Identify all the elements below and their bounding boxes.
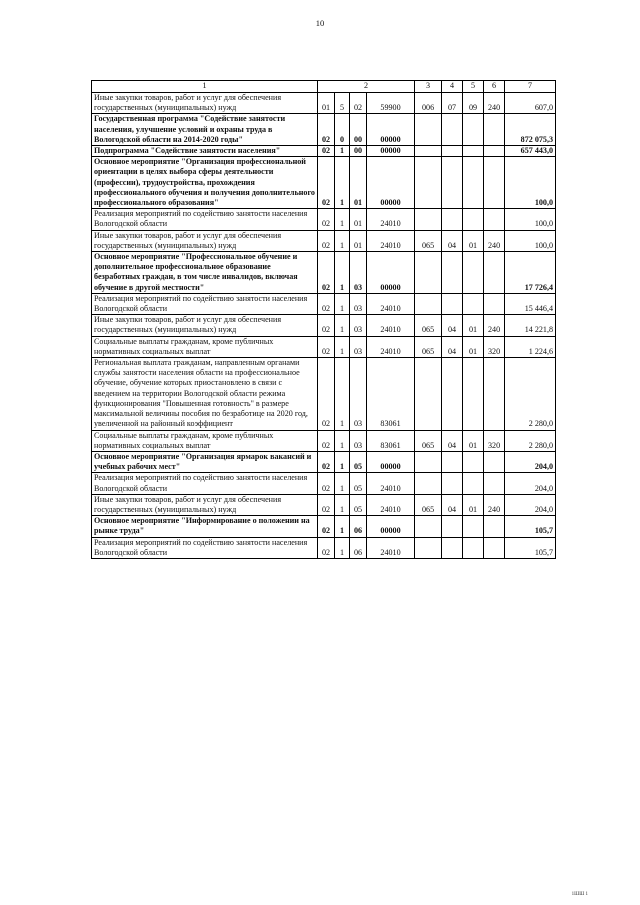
code-direction: 00000 — [367, 146, 415, 157]
code-ministry — [415, 146, 442, 157]
code-measure: 03 — [350, 430, 367, 451]
code-section: 04 — [442, 336, 463, 357]
row-name: Региональная выплата гражданам, направленным органами службы занятости населения области на профессиональное обучение, обучение которых приостановлено в связи с введением на территории Вологодской области режима функционирования "Повышенная готовность" в размере максимальной величины пособия по безработице на 2020 год, увеличенной на районный коэффициент — [92, 358, 318, 430]
code-subsection — [463, 252, 484, 294]
row-sum: 105,7 — [505, 537, 556, 558]
code-ministry: 065 — [415, 336, 442, 357]
code-ministry: 065 — [415, 494, 442, 515]
code-subprogram: 1 — [335, 146, 350, 157]
table-row — [92, 494, 556, 515]
code-expense-type: 320 — [484, 336, 505, 357]
code-measure: 06 — [350, 537, 367, 558]
code-section: 04 — [442, 494, 463, 515]
code-expense-type: 320 — [484, 430, 505, 451]
code-program: 02 — [318, 315, 335, 336]
row-sum: 14 221,8 — [505, 315, 556, 336]
code-ministry: 006 — [415, 93, 442, 114]
code-subprogram: 1 — [335, 516, 350, 537]
row-name: Социальные выплаты гражданам, кроме публичных нормативных социальных выплат — [92, 430, 318, 451]
code-ministry — [415, 473, 442, 494]
code-ministry: 065 — [415, 430, 442, 451]
row-name: Иные закупки товаров, работ и услуг для обеспечения государственных (муниципальных) нужд — [92, 315, 318, 336]
table-row — [92, 430, 556, 451]
row-sum: 17 726,4 — [505, 252, 556, 294]
table-body — [92, 93, 556, 559]
row-sum: 2 280,0 — [505, 430, 556, 451]
code-section — [442, 146, 463, 157]
row-name: Основное мероприятие "Организация ярмарок вакансий и учебных рабочих мест" — [92, 451, 318, 472]
code-program: 02 — [318, 252, 335, 294]
code-direction: 24010 — [367, 315, 415, 336]
code-subsection — [463, 114, 484, 146]
code-ministry — [415, 209, 442, 230]
code-subprogram: 1 — [335, 293, 350, 314]
code-program: 02 — [318, 451, 335, 472]
code-expense-type — [484, 157, 505, 209]
code-direction: 24010 — [367, 494, 415, 515]
header-col-4: 4 — [442, 81, 463, 93]
table-row — [92, 473, 556, 494]
row-name: Реализация мероприятий по содействию занятости населения Вологодской области — [92, 209, 318, 230]
code-ministry: 065 — [415, 230, 442, 251]
code-ministry — [415, 358, 442, 430]
code-subprogram: 1 — [335, 336, 350, 357]
code-expense-type: 240 — [484, 230, 505, 251]
header-col-5: 5 — [463, 81, 484, 93]
code-ministry — [415, 252, 442, 294]
code-measure: 05 — [350, 451, 367, 472]
code-subsection — [463, 537, 484, 558]
code-expense-type — [484, 252, 505, 294]
row-sum: 2 280,0 — [505, 358, 556, 430]
row-sum: 204,0 — [505, 451, 556, 472]
code-expense-type — [484, 516, 505, 537]
code-expense-type — [484, 451, 505, 472]
code-section — [442, 358, 463, 430]
code-subprogram: 1 — [335, 537, 350, 558]
row-name: Основное мероприятие "Организация профессиональной ориентации в целях выбора сферы деятельности (профессии), трудоустройства, прохождения профессионального обучения и получения дополнительного профессионального образования" — [92, 157, 318, 209]
code-ministry — [415, 114, 442, 146]
code-expense-type: 240 — [484, 494, 505, 515]
code-direction: 00000 — [367, 516, 415, 537]
code-expense-type: 240 — [484, 315, 505, 336]
table-row — [92, 252, 556, 294]
header-col-2: 2 — [318, 81, 415, 93]
row-sum: 657 443,0 — [505, 146, 556, 157]
code-subsection — [463, 293, 484, 314]
table-row — [92, 516, 556, 537]
code-subprogram: 0 — [335, 114, 350, 146]
code-subsection: 01 — [463, 336, 484, 357]
code-measure: 03 — [350, 293, 367, 314]
row-sum: 204,0 — [505, 494, 556, 515]
code-section — [442, 516, 463, 537]
code-subsection: 01 — [463, 315, 484, 336]
code-subsection — [463, 451, 484, 472]
header-col-6: 6 — [484, 81, 505, 93]
code-section: 04 — [442, 315, 463, 336]
code-subsection: 01 — [463, 494, 484, 515]
code-expense-type — [484, 537, 505, 558]
row-sum: 204,0 — [505, 473, 556, 494]
code-expense-type — [484, 473, 505, 494]
code-measure: 03 — [350, 315, 367, 336]
page-number: 10 — [315, 18, 325, 28]
code-section: 04 — [442, 230, 463, 251]
code-section — [442, 157, 463, 209]
code-subprogram: 1 — [335, 430, 350, 451]
code-subsection: 09 — [463, 93, 484, 114]
code-subprogram: 1 — [335, 157, 350, 209]
code-program: 02 — [318, 430, 335, 451]
row-sum: 1 224,6 — [505, 336, 556, 357]
row-name: Государственная программа "Содействие занятости населения, улучшение условий и охраны труда в Вологодской области на 2014-2020 годы" — [92, 114, 318, 146]
code-ministry — [415, 537, 442, 558]
code-subprogram: 5 — [335, 93, 350, 114]
row-name: Реализация мероприятий по содействию занятости населения Вологодской области — [92, 473, 318, 494]
table-header-row — [92, 81, 556, 93]
code-ministry — [415, 293, 442, 314]
code-program: 02 — [318, 146, 335, 157]
code-program: 02 — [318, 494, 335, 515]
code-subsection — [463, 358, 484, 430]
row-sum: 15 446,4 — [505, 293, 556, 314]
code-measure: 05 — [350, 494, 367, 515]
table-row — [92, 146, 556, 157]
code-measure: 01 — [350, 209, 367, 230]
code-measure: 00 — [350, 114, 367, 146]
code-subprogram: 1 — [335, 494, 350, 515]
table-row — [92, 293, 556, 314]
row-name: Реализация мероприятий по содействию занятости населения Вологодской области — [92, 537, 318, 558]
table-row — [92, 157, 556, 209]
code-subprogram: 1 — [335, 473, 350, 494]
code-direction: 00000 — [367, 252, 415, 294]
row-name: Иные закупки товаров, работ и услуг для обеспечения государственных (муниципальных) нужд — [92, 494, 318, 515]
corner-mark: 1ШШ 1 — [571, 892, 588, 897]
code-ministry: 065 — [415, 315, 442, 336]
code-measure: 02 — [350, 93, 367, 114]
code-measure: 06 — [350, 516, 367, 537]
row-name: Основное мероприятие "Профессиональное обучение и дополнительное профессиональное образование безработных граждан, в том числе инвалидов, включая обучение в другой местности" — [92, 252, 318, 294]
code-expense-type: 240 — [484, 93, 505, 114]
table-row — [92, 315, 556, 336]
code-subsection — [463, 157, 484, 209]
code-direction: 24010 — [367, 473, 415, 494]
code-direction: 00000 — [367, 157, 415, 209]
code-program: 02 — [318, 157, 335, 209]
code-measure: 01 — [350, 230, 367, 251]
table-row — [92, 537, 556, 558]
code-expense-type — [484, 146, 505, 157]
code-direction: 59900 — [367, 93, 415, 114]
table-row — [92, 336, 556, 357]
code-subsection: 01 — [463, 430, 484, 451]
code-direction: 24010 — [367, 209, 415, 230]
code-section — [442, 473, 463, 494]
code-measure: 03 — [350, 252, 367, 294]
code-expense-type — [484, 293, 505, 314]
code-subprogram: 1 — [335, 358, 350, 430]
code-section — [442, 114, 463, 146]
table-row — [92, 209, 556, 230]
row-sum: 872 075,3 — [505, 114, 556, 146]
code-program: 02 — [318, 473, 335, 494]
code-program: 02 — [318, 516, 335, 537]
code-subsection — [463, 516, 484, 537]
code-direction: 24010 — [367, 230, 415, 251]
row-sum: 100,0 — [505, 209, 556, 230]
code-expense-type — [484, 358, 505, 430]
header-col-7: 7 — [505, 81, 556, 93]
code-direction: 83061 — [367, 358, 415, 430]
code-section — [442, 209, 463, 230]
code-direction: 83061 — [367, 430, 415, 451]
row-name: Основное мероприятие "Информирование о положении на рынке труда" — [92, 516, 318, 537]
code-program: 02 — [318, 537, 335, 558]
row-sum: 105,7 — [505, 516, 556, 537]
table-row — [92, 358, 556, 430]
code-section — [442, 293, 463, 314]
code-section — [442, 537, 463, 558]
code-direction: 24010 — [367, 336, 415, 357]
code-measure: 00 — [350, 146, 367, 157]
table-row — [92, 451, 556, 472]
code-program: 02 — [318, 336, 335, 357]
code-direction: 24010 — [367, 293, 415, 314]
code-subprogram: 1 — [335, 230, 350, 251]
code-ministry — [415, 157, 442, 209]
row-name: Иные закупки товаров, работ и услуг для обеспечения государственных (муниципальных) нужд — [92, 93, 318, 114]
code-direction: 00000 — [367, 114, 415, 146]
table-row — [92, 93, 556, 114]
row-name: Реализация мероприятий по содействию занятости населения Вологодской области — [92, 293, 318, 314]
code-measure: 03 — [350, 358, 367, 430]
code-section: 04 — [442, 430, 463, 451]
code-subsection — [463, 473, 484, 494]
header-col-1: 1 — [92, 81, 318, 93]
code-subsection — [463, 146, 484, 157]
code-ministry — [415, 516, 442, 537]
row-name: Подпрограмма "Содействие занятости населения" — [92, 146, 318, 157]
row-sum: 100,0 — [505, 230, 556, 251]
code-program: 01 — [318, 93, 335, 114]
code-expense-type — [484, 114, 505, 146]
code-program: 02 — [318, 114, 335, 146]
code-program: 02 — [318, 209, 335, 230]
header-col-3: 3 — [415, 81, 442, 93]
code-section: 07 — [442, 93, 463, 114]
code-measure: 03 — [350, 336, 367, 357]
code-subprogram: 1 — [335, 209, 350, 230]
row-name: Социальные выплаты гражданам, кроме публичных нормативных социальных выплат — [92, 336, 318, 357]
table-row — [92, 114, 556, 146]
row-sum: 100,0 — [505, 157, 556, 209]
code-program: 02 — [318, 230, 335, 251]
code-subprogram: 1 — [335, 315, 350, 336]
code-section — [442, 451, 463, 472]
code-direction: 00000 — [367, 451, 415, 472]
code-subprogram: 1 — [335, 451, 350, 472]
code-program: 02 — [318, 358, 335, 430]
code-measure: 05 — [350, 473, 367, 494]
code-expense-type — [484, 209, 505, 230]
code-subsection: 01 — [463, 230, 484, 251]
row-name: Иные закупки товаров, работ и услуг для обеспечения государственных (муниципальных) нужд — [92, 230, 318, 251]
code-subprogram: 1 — [335, 252, 350, 294]
row-sum: 607,0 — [505, 93, 556, 114]
code-measure: 01 — [350, 157, 367, 209]
code-program: 02 — [318, 293, 335, 314]
table-row — [92, 230, 556, 251]
code-subsection — [463, 209, 484, 230]
code-section — [442, 252, 463, 294]
code-ministry — [415, 451, 442, 472]
budget-table — [91, 80, 556, 559]
code-direction: 24010 — [367, 537, 415, 558]
